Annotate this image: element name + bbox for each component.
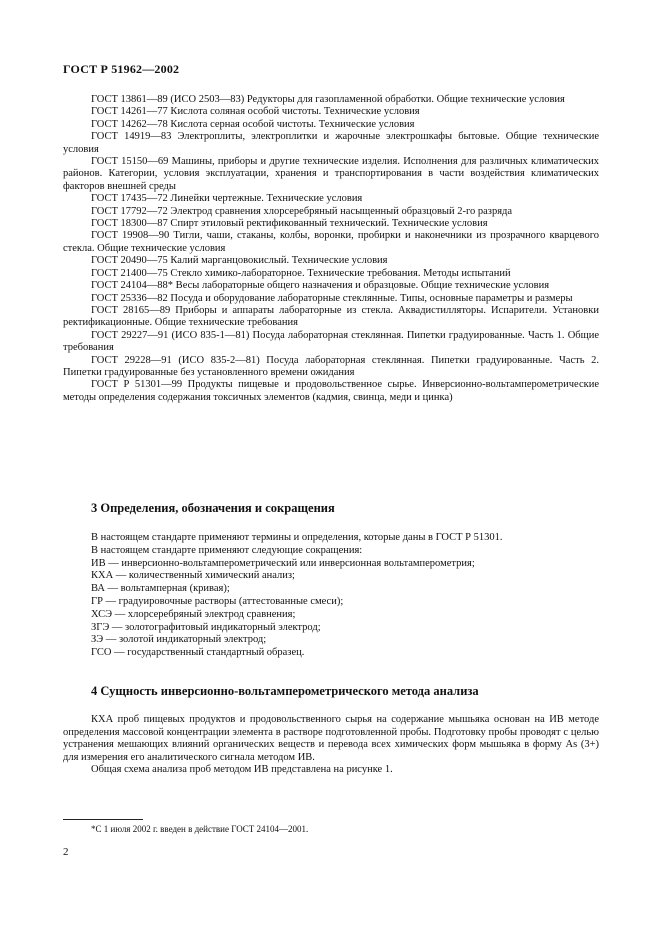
abbreviation-item: ЗГЭ — золотографитовый индикаторный электрод; bbox=[91, 621, 321, 633]
abbreviation-item: ХСЭ — хлорсеребряный электрод сравнения; bbox=[91, 608, 296, 620]
reference-item: ГОСТ 14262—78 Кислота серная особой чистоты. Технические условия bbox=[91, 118, 415, 130]
reference-item: ГОСТ 17435—72 Линейки чертежные. Технические условия bbox=[91, 193, 363, 205]
reference-item: ГОСТ 15150—69 Машины, приборы и другие технические изделия. Исполнения для различных климатических районов. Категории, условия эксплуатации, хранения и транспортирования в части воздействия климатических факторов внешней среды bbox=[63, 156, 599, 192]
page-number: 2 bbox=[63, 846, 69, 858]
abbreviation-item: ЗЭ — золотой индикаторный электрод; bbox=[91, 634, 267, 646]
section-4-title: 4 Сущность инверсионно-вольтамперометрического метода анализа bbox=[91, 684, 479, 698]
reference-item: ГОСТ 20490—75 Калий марганцовокислый. Технические условия bbox=[91, 255, 388, 267]
document-header: ГОСТ Р 51962—2002 bbox=[63, 62, 180, 76]
reference-item: ГОСТ 29227—91 (ИСО 835-1—81) Посуда лабораторная стеклянная. Пипетки градуированные. Часть 1. Общие требования bbox=[63, 329, 599, 354]
section-3-intro: В настоящем стандарте применяют следующие сокращения: bbox=[91, 544, 363, 556]
reference-item: ГОСТ 29228—91 (ИСО 835-2—81) Посуда лабораторная стеклянная. Пипетки градуированные. Часть 2. Пипетки градуированные без установленного времени ожидания bbox=[63, 354, 599, 378]
section-4-paragraph: КХА проб пищевых продуктов и продовольственного сырья на содержание мышьяка основан на ИВ методе определения массовой концентрации элемента в растворе подготовленной пробы. Подготовку пробы проводят с целью устранения мешающих влияний органических веществ и перевода всех химических форм мышьяка в форму As (3+) для измерения его аналитического сигнала методом ИВ. bbox=[63, 714, 599, 763]
reference-item: ГОСТ 25336—82 Посуда и оборудование лабораторные стеклянные. Типы, основные параметры и размеры bbox=[91, 292, 573, 304]
section-4-paragraph: Общая схема анализа проб методом ИВ представлена на рисунке 1. bbox=[91, 764, 393, 776]
footnote: *С 1 июля 2002 г. введен в действие ГОСТ 24104—2001. bbox=[91, 824, 309, 834]
reference-item: ГОСТ 21400—75 Стекло химико-лабораторное. Технические требования. Методы испытаний bbox=[91, 267, 511, 279]
references-list bbox=[63, 94, 599, 404]
section-3-body bbox=[63, 532, 599, 660]
reference-item: ГОСТ Р 51301—99 Продукты пищевые и продовольственное сырье. Инверсионно-вольтамперометрические методы определения содержания токсичных элементов (кадмия, свинца, меди и цинка) bbox=[63, 379, 599, 403]
footnote-divider bbox=[63, 819, 143, 820]
section-3-title: 3 Определения, обозначения и сокращения bbox=[91, 501, 335, 515]
reference-item: ГОСТ 19908—90 Тигли, чаши, стаканы, колбы, воронки, пробирки и наконечники из прозрачного кварцевого стекла. Общие технические условия bbox=[63, 230, 599, 254]
reference-item: ГОСТ 13861—89 (ИСО 2503—83) Редукторы для газопламенной обработки. Общие технические условия bbox=[91, 94, 565, 105]
section-3-intro: В настоящем стандарте применяют термины и определения, которые даны в ГОСТ Р 51301. bbox=[91, 532, 503, 543]
abbreviation-item: ИВ — инверсионно-вольтамперометрический или инверсионная вольтамперометрия; bbox=[91, 557, 475, 569]
abbreviation-item: ГР — градуировочные растворы (аттестованные смеси); bbox=[91, 595, 344, 607]
abbreviation-item: ГСО — государственный стандартный образец. bbox=[91, 647, 305, 659]
abbreviation-item: КХА — количественный химический анализ; bbox=[91, 570, 295, 582]
reference-item: ГОСТ 18300—87 Спирт этиловый ректификованный технический. Технические условия bbox=[91, 218, 488, 230]
reference-item: ГОСТ 14261—77 Кислота соляная особой чистоты. Технические условия bbox=[91, 106, 420, 118]
section-4-body bbox=[63, 714, 599, 777]
abbreviation-item: ВА — вольтамперная (кривая); bbox=[91, 583, 230, 595]
reference-item: ГОСТ 28165—89 Приборы и аппараты лабораторные из стекла. Аквадистилляторы. Испарители. Установки ректификационные. Общие технические требования bbox=[63, 304, 599, 329]
reference-item: ГОСТ 14919—83 Электроплиты, электроплитки и жарочные электрошкафы бытовые. Общие технические условия bbox=[63, 131, 599, 155]
reference-item: ГОСТ 17792—72 Электрод сравнения хлорсеребряный насыщенный образцовый 2-го разряда bbox=[91, 205, 513, 217]
reference-item: ГОСТ 24104—88* Весы лабораторные общего назначения и образцовые. Общие технические условия bbox=[91, 280, 550, 292]
